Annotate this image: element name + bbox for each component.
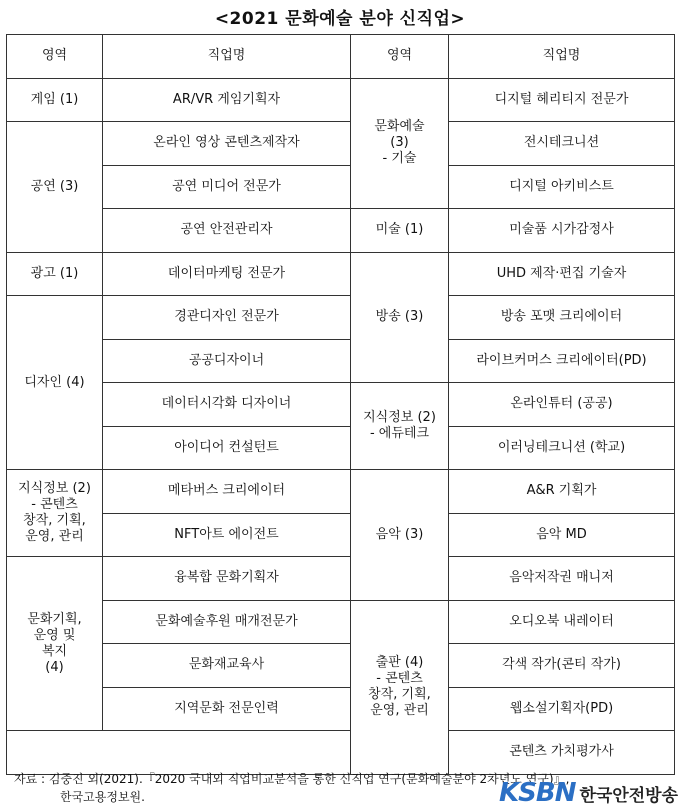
table-row <box>7 600 675 644</box>
table-row <box>7 426 675 470</box>
job-cell: 데이터마케팅 전문가 <box>103 252 351 296</box>
area-cell: 광고 (1) <box>7 252 103 296</box>
job-cell: 음악 MD <box>449 513 675 557</box>
header-area-left: 영역 <box>7 35 103 79</box>
job-cell: 경관디자인 전문가 <box>103 296 351 340</box>
logo-name: 한국안전방송 <box>579 785 678 806</box>
empty-cell <box>7 731 351 775</box>
job-cell: 방송 포맷 크리에이터 <box>449 296 675 340</box>
area-cell: 문화예술 (3) - 기술 <box>351 78 449 209</box>
job-cell: UHD 제작·편집 기술자 <box>449 252 675 296</box>
table-row <box>7 644 675 688</box>
job-cell: 디지털 아키비스트 <box>449 165 675 209</box>
header-area-right: 영역 <box>351 35 449 79</box>
table-row <box>7 687 675 731</box>
job-cell: A&R 기획가 <box>449 470 675 514</box>
table-row <box>7 252 675 296</box>
job-cell: 이러닝테크니션 (학교) <box>449 426 675 470</box>
job-cell: 라이브커머스 크리에이터(PD) <box>449 339 675 383</box>
area-cell: 음악 (3) <box>351 470 449 601</box>
table-row <box>7 731 675 775</box>
job-cell: 음악저작권 매니저 <box>449 557 675 601</box>
source-note <box>14 770 569 806</box>
table-header-row <box>7 35 675 79</box>
area-cell: 디자인 (4) <box>7 296 103 470</box>
job-cell: 공연 안전관리자 <box>103 209 351 253</box>
job-cell: 문화예술후원 매개전문가 <box>103 600 351 644</box>
table-row <box>7 339 675 383</box>
table-row <box>7 209 675 253</box>
job-cell: 전시테크니션 <box>449 122 675 166</box>
area-cell: 문화기획, 운영 및 복지 (4) <box>7 557 103 731</box>
job-cell: 공연 미디어 전문가 <box>103 165 351 209</box>
job-cell: 데이터시각화 디자이너 <box>103 383 351 427</box>
broadcaster-logo <box>499 778 678 808</box>
area-cell: 지식정보 (2) - 콘텐츠 창작, 기획, 운영, 관리 <box>7 470 103 557</box>
table-row <box>7 78 675 122</box>
job-cell: 온라인 영상 콘텐츠제작자 <box>103 122 351 166</box>
job-cell: 메타버스 크리에이터 <box>103 470 351 514</box>
area-cell: 미술 (1) <box>351 209 449 253</box>
logo-mark: KSBN <box>499 778 576 808</box>
job-cell: 각색 작가(콘티 작가) <box>449 644 675 688</box>
header-job-left: 직업명 <box>103 35 351 79</box>
area-cell: 공연 (3) <box>7 122 103 253</box>
job-cell: 웹소설기획자(PD) <box>449 687 675 731</box>
header-job-right: 직업명 <box>449 35 675 79</box>
job-cell: 아이디어 컨설턴트 <box>103 426 351 470</box>
source-line-1: 자료 : 김중진 외(2021).『2020 국내외 직업비교분석을 통한 신직업 연구(문화예술분야 2차년도 연구)』, <box>14 772 570 786</box>
job-cell: 공공디자이너 <box>103 339 351 383</box>
table-row <box>7 470 675 514</box>
table-row <box>7 513 675 557</box>
job-cell: 미술품 시가감정사 <box>449 209 675 253</box>
table-row <box>7 383 675 427</box>
new-jobs-table <box>6 34 675 775</box>
job-cell: NFT아트 에이전트 <box>103 513 351 557</box>
job-cell: 문화재교육사 <box>103 644 351 688</box>
job-cell: 오디오북 내레이터 <box>449 600 675 644</box>
table-row <box>7 557 675 601</box>
area-cell: 게임 (1) <box>7 78 103 122</box>
job-cell: 콘텐츠 가치평가사 <box>449 731 675 775</box>
area-cell: 방송 (3) <box>351 252 449 383</box>
job-cell: AR/VR 게임기획자 <box>103 78 351 122</box>
source-line-2: 한국고용정보원. <box>60 790 145 804</box>
table-row <box>7 296 675 340</box>
job-cell: 온라인튜터 (공공) <box>449 383 675 427</box>
job-cell: 지역문화 전문인력 <box>103 687 351 731</box>
page-title: <2021 문화예술 분야 신직업> <box>214 9 466 29</box>
table-row <box>7 165 675 209</box>
table-row <box>7 122 675 166</box>
area-cell: 출판 (4) - 콘텐츠 창작, 기획, 운영, 관리 <box>351 600 449 774</box>
job-cell: 융복합 문화기획자 <box>103 557 351 601</box>
job-cell: 디지털 헤리티지 전문가 <box>449 78 675 122</box>
area-cell: 지식정보 (2) - 에듀테크 <box>351 383 449 470</box>
